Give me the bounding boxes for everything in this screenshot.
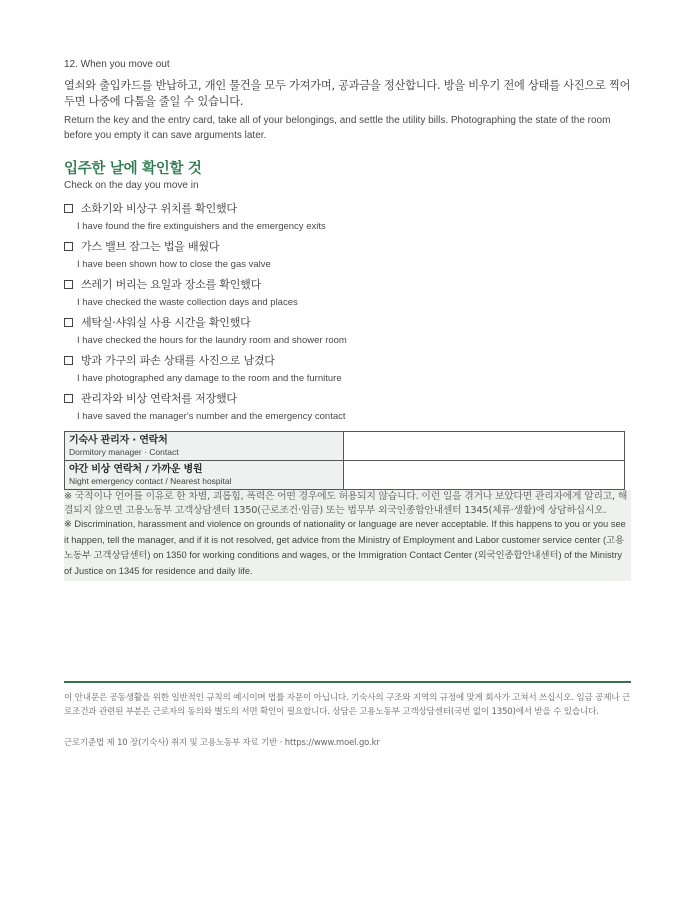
checklist-item-ko: 방과 가구의 파손 상태를 사진으로 남겼다 bbox=[81, 354, 275, 367]
notice-text-ko: ※ 국적이나 언어를 이유로 한 차별, 괴롭힘, 폭력은 어떤 경우에도 허용되지 않습니다. 이런 일을 겪거나 보았다면 관리자에게 알리고, 해결되지 않으면 고용노동부 고객상담센터 1350(근로조건·임금) 또는 법무부 외국인종합안내센터 1345(체류·생활)에 상담하십시오. bbox=[64, 491, 628, 516]
contact-label-ko: 기숙사 관리자 · 연락처 bbox=[69, 435, 168, 446]
notice-text-en: ※ Discrimination, harassment and violence on grounds of nationality or language are never acceptable. If this happens to you or you see it happen, tell the manager, and if it is not resolved, get advice from the Ministry of Employment and Labor customer service center (고용노동부 고객상담센터) on 1350 for working conditions and wages, or the Immigration Contact Center (외국인종합안내센터) of the Ministry of Justice on 1345 for residence and daily life. bbox=[64, 519, 626, 576]
section-heading: 12. When you move out bbox=[64, 59, 170, 70]
checkbox[interactable] bbox=[64, 204, 73, 213]
contact-label-cell bbox=[65, 461, 344, 490]
checklist-item bbox=[64, 202, 631, 240]
checklist-item-ko: 가스 밸브 잠그는 법을 배웠다 bbox=[81, 240, 220, 253]
checklist-item-ko: 관리자와 비상 연락처를 저장했다 bbox=[81, 392, 237, 405]
contact-row bbox=[65, 432, 625, 461]
checklist-title: 입주한 날에 확인할 것 bbox=[64, 161, 202, 177]
checkbox[interactable] bbox=[64, 318, 73, 327]
checklist-item-ko: 쓰레기 버리는 요일과 장소를 확인했다 bbox=[81, 278, 262, 291]
contact-label-en: Dormitory manager · Contact bbox=[69, 447, 179, 457]
checklist-subtitle: Check on the day you move in bbox=[64, 180, 199, 191]
checklist-item bbox=[64, 240, 631, 278]
contact-label-ko: 야간 비상 연락처 / 가까운 병원 bbox=[69, 464, 203, 475]
checklist-item bbox=[64, 278, 631, 316]
checklist-item-en: I have photographed any damage to the room and the furniture bbox=[77, 373, 342, 384]
footer-disclaimer: 이 안내문은 공동생활을 위한 일반적인 규칙의 예시이며 법률 자문이 아닙니다. 기숙사의 구조와 지역의 규정에 맞게 회사가 고쳐서 쓰십시오. 임금 공제나 근로조건과 관련된 부분은 근로자의 동의와 별도의 서면 확인이 필요합니다. 상담은 고용노동부 고객상담센터(국번 없이 1350)에서 받을 수 있습니다. bbox=[64, 693, 631, 717]
checkbox[interactable] bbox=[64, 280, 73, 289]
checklist-item-en: I have saved the manager's number and the emergency contact bbox=[77, 411, 346, 422]
checklist-item bbox=[64, 354, 631, 392]
checklist-item-ko: 소화기와 비상구 위치를 확인했다 bbox=[81, 202, 237, 215]
footer-source: 근로기준법 제 10 장(기숙사) 취지 및 고용노동부 자료 기반 · https://www.moel.go.kr bbox=[64, 737, 380, 747]
move-out-text-ko: 열쇠와 출입카드를 반납하고, 개인 물건을 모두 가져가며, 공과금을 정산합니다. 방을 비우기 전에 상태를 사진으로 찍어 두면 나중에 다툼을 줄일 수 있습니다. bbox=[64, 79, 631, 108]
contact-value-field[interactable] bbox=[344, 461, 625, 490]
checkbox[interactable] bbox=[64, 356, 73, 365]
checklist-item-en: I have been shown how to close the gas valve bbox=[77, 259, 271, 270]
checklist-item-en: I have checked the waste collection days and places bbox=[77, 297, 298, 308]
contact-table bbox=[64, 431, 625, 490]
contact-label-en: Night emergency contact / Nearest hospital bbox=[69, 476, 232, 486]
contact-row bbox=[65, 461, 625, 490]
checklist-item-ko: 세탁실·샤워실 사용 시간을 확인했다 bbox=[81, 316, 251, 329]
checkbox[interactable] bbox=[64, 242, 73, 251]
checkbox[interactable] bbox=[64, 394, 73, 403]
footer-divider bbox=[64, 681, 631, 683]
checklist bbox=[64, 202, 631, 430]
checklist-item-en: I have found the fire extinguishers and the emergency exits bbox=[77, 221, 326, 232]
checklist-item bbox=[64, 316, 631, 354]
checklist-item-en: I have checked the hours for the laundry room and shower room bbox=[77, 335, 347, 346]
contact-value-field[interactable] bbox=[344, 432, 625, 461]
anti-discrimination-notice bbox=[64, 490, 631, 581]
checklist-item bbox=[64, 392, 631, 430]
contact-label-cell bbox=[65, 432, 344, 461]
move-out-text-en: Return the key and the entry card, take all of your belongings, and settle the utility bills. Photographing the state of the room before you empty it can save arguments later. bbox=[64, 115, 611, 141]
